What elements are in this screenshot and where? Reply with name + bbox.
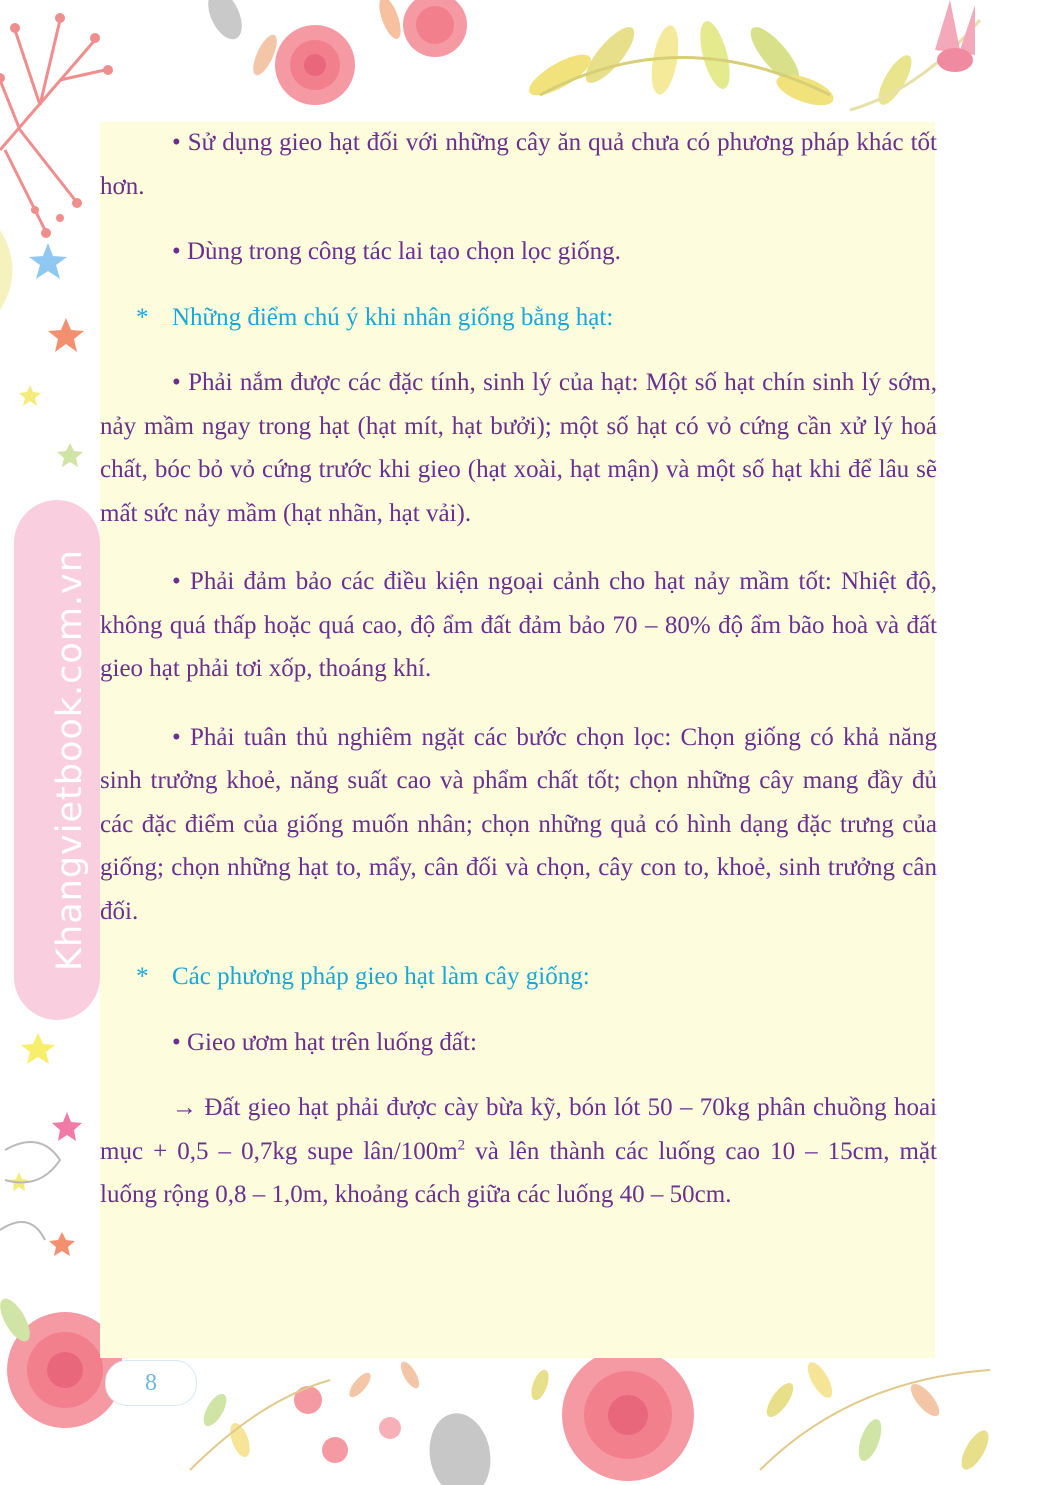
paragraph-1: • Sử dụng gieo hạt đối với những cây ăn quả chưa có phương pháp khác tốt hơn. <box>100 129 937 200</box>
heading-text: Những điểm chú ý khi nhân giống bằng hạt: <box>172 303 614 331</box>
thistle-icon <box>935 0 975 72</box>
paragraph-6: • Gieo ươm hạt trên luống đất: <box>172 1028 477 1056</box>
heading-bullet: * <box>136 963 149 990</box>
rose-icon <box>294 1386 401 1463</box>
section-heading-1 <box>100 296 937 340</box>
section-heading-2 <box>100 955 937 999</box>
rose-icon <box>562 1349 694 1481</box>
rose-icon <box>403 0 467 57</box>
page-number: 8 <box>105 1360 197 1406</box>
watermark-text: Khangvietbook.com.vn <box>50 549 90 971</box>
paragraph-2: • Dùng trong công tác lai tạo chọn lọc giống. <box>172 238 621 265</box>
rose-icon <box>275 25 355 105</box>
paragraph-5: • Phải tuân thủ nghiêm ngặt các bước chọn lọc: Chọn giống có khả năng sinh trưởng khoẻ, năng suất cao và phẩm chất tốt; chọn những cây mang đầy đủ các đặc điểm của giống muốn nhân; chọn những quả có hình dạng đặc trưng của giống; chọn những hạt to, mẩy, cân đối và chọn, cây con to, khoẻ, sinh trưởng cân đối. <box>100 723 937 925</box>
paragraph-7-part-1: → Đất gieo hạt phải được cày bừa kỹ, bón lót 50 – 70kg phân chuồng hoai mục + 0,5 – 0,7kg supe lân/100m <box>100 1094 937 1165</box>
heading-bullet: * <box>136 303 149 331</box>
paragraph-7 <box>100 1086 937 1217</box>
heading-text: Các phương pháp gieo hạt làm cây giống: <box>172 963 590 990</box>
paragraph-7-part-2: và lên thành các luống cao 10 – 15cm, mặt luống rộng 0,8 – 1,0m, khoảng cách giữa các luống 40 – 50cm. <box>100 1137 937 1208</box>
dandelion-icon <box>0 20 105 230</box>
page-content <box>100 121 937 1217</box>
paragraph-4: • Phải đảm bảo các điều kiện ngoại cảnh cho hạt nảy mầm tốt: Nhiệt độ, không quá thấp hoặc quá cao, độ ẩm đất đảm bảo 70 – 80% độ ẩm bão hoà và đất gieo hạt phải tơi xốp, thoáng khí. <box>100 568 937 682</box>
superscript: 2 <box>457 1137 466 1154</box>
paragraph-3: • Phải nắm được các đặc tính, sinh lý của hạt: Một số hạt chín sinh lý sớm, nảy mầm ngay trong hạt (hạt mít, hạt bưởi); một số hạt có vỏ cứng cần xử lý hoá chất, bóc bỏ vỏ cứng trước khi gieo (hạt xoài, hạt mận) và một số hạt khi để lâu sẽ mất sức nảy mầm (hạt nhãn, hạt vải). <box>100 369 937 527</box>
